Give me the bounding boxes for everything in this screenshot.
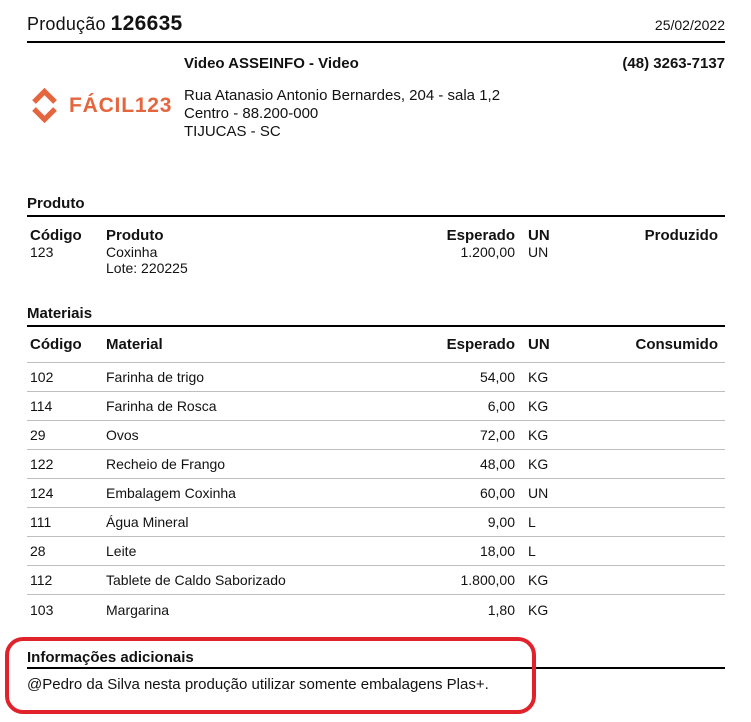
address-line-1: Rua Atanasio Antonio Bernardes, 204 - sala 1,2 [184, 87, 501, 104]
materiais-table-header [27, 336, 725, 353]
material-name-cell: Água Mineral [106, 514, 189, 530]
material-expected-cell: 72,00 [479, 427, 515, 443]
material-code-cell: 112 [30, 572, 53, 588]
material-row [27, 421, 725, 450]
material-name-cell: Farinha de Rosca [106, 398, 217, 414]
document-header [27, 12, 725, 36]
material-expected-cell: 18,00 [479, 543, 515, 559]
material-code-cell: 29 [30, 427, 46, 443]
material-unit-cell: KG [528, 572, 549, 588]
logo-wordmark: FÁCIL123 [69, 93, 173, 117]
material-name-cell: Leite [106, 543, 137, 559]
page-title-label: Produção [27, 14, 106, 34]
material-row [27, 479, 725, 508]
material-expected-cell: 54,00 [479, 369, 515, 385]
materiais-col-un: UN [528, 336, 550, 353]
material-name-cell: Tablete de Caldo Saborizado [106, 572, 286, 588]
production-number: 126635 [110, 12, 183, 35]
material-expected-cell: 1.800,00 [460, 572, 515, 588]
address-line-2: Centro - 88.200-000 [184, 105, 319, 122]
material-unit-cell: UN [528, 485, 549, 501]
material-unit-cell: KG [528, 601, 549, 618]
material-row [27, 537, 725, 566]
produto-col-un: UN [528, 227, 550, 244]
material-unit-cell: KG [528, 398, 549, 414]
material-name-cell: Recheio de Frango [106, 456, 226, 472]
produto-name-cell: Coxinha [106, 244, 158, 260]
material-unit-cell: L [528, 514, 536, 530]
material-row [27, 595, 725, 624]
material-code-cell: 103 [30, 601, 54, 618]
company-address [184, 87, 500, 141]
company-logo [27, 88, 172, 123]
material-expected-cell: 1,80 [487, 601, 515, 618]
material-name-cell: Margarina [106, 601, 170, 618]
material-row [27, 363, 725, 392]
material-code-cell: 102 [30, 369, 54, 385]
materiais-col-esperado: Esperado [446, 336, 515, 353]
company-phone: (48) 3263-7137 [622, 55, 725, 72]
material-code-cell: 28 [30, 543, 46, 559]
company-name: Video ASSEINFO - Video [184, 55, 359, 72]
material-name-cell: Ovos [106, 427, 139, 443]
material-row [27, 566, 725, 595]
material-unit-cell: KG [528, 369, 549, 385]
materiais-section-heading: Materiais [27, 305, 93, 322]
material-unit-cell: L [528, 543, 536, 559]
diamond-logo-icon [27, 88, 62, 123]
document-date: 25/02/2022 [654, 17, 725, 33]
material-name-cell: Embalagem Coxinha [106, 485, 236, 501]
material-unit-cell: KG [528, 456, 549, 472]
produto-section-heading: Produto [27, 195, 85, 212]
page-title [27, 12, 183, 36]
materiais-table-body [27, 362, 725, 624]
material-row [27, 508, 725, 537]
material-code-cell: 114 [30, 398, 53, 414]
material-row [27, 450, 725, 479]
header-divider [27, 41, 725, 43]
material-row [27, 392, 725, 421]
material-code-cell: 122 [30, 456, 54, 472]
material-unit-cell: KG [528, 427, 549, 443]
material-expected-cell: 9,00 [487, 514, 515, 530]
notes-divider [27, 667, 725, 669]
produto-divider [27, 215, 725, 217]
produto-col-produzido: Produzido [644, 227, 718, 244]
produto-unit-cell: UN [528, 244, 549, 260]
materiais-col-material: Material [106, 336, 163, 353]
material-name-cell: Farinha de trigo [106, 369, 205, 385]
produto-expected-cell: 1.200,00 [460, 244, 515, 260]
material-expected-cell: 6,00 [487, 398, 515, 414]
material-expected-cell: 60,00 [479, 485, 515, 501]
materiais-col-consumido: Consumido [635, 336, 718, 353]
material-code-cell: 111 [30, 514, 52, 530]
produto-col-codigo: Código [30, 227, 82, 244]
produto-col-esperado: Esperado [446, 227, 515, 244]
produto-col-produto: Produto [106, 227, 164, 244]
materiais-col-codigo: Código [30, 336, 82, 353]
produto-lot-label: Lote: 220225 [106, 260, 188, 276]
notes-section-heading: Informações adicionais [27, 649, 194, 666]
produto-row [27, 244, 725, 260]
material-expected-cell: 48,00 [479, 456, 515, 472]
notes-text: @Pedro da Silva nesta produção utilizar somente embalagens Plas+. [27, 676, 489, 693]
produto-code-cell: 123 [30, 244, 54, 260]
materiais-divider [27, 325, 725, 327]
address-line-3: TIJUCAS - SC [184, 123, 281, 140]
produto-table-header [27, 227, 725, 244]
material-code-cell: 124 [30, 485, 54, 501]
